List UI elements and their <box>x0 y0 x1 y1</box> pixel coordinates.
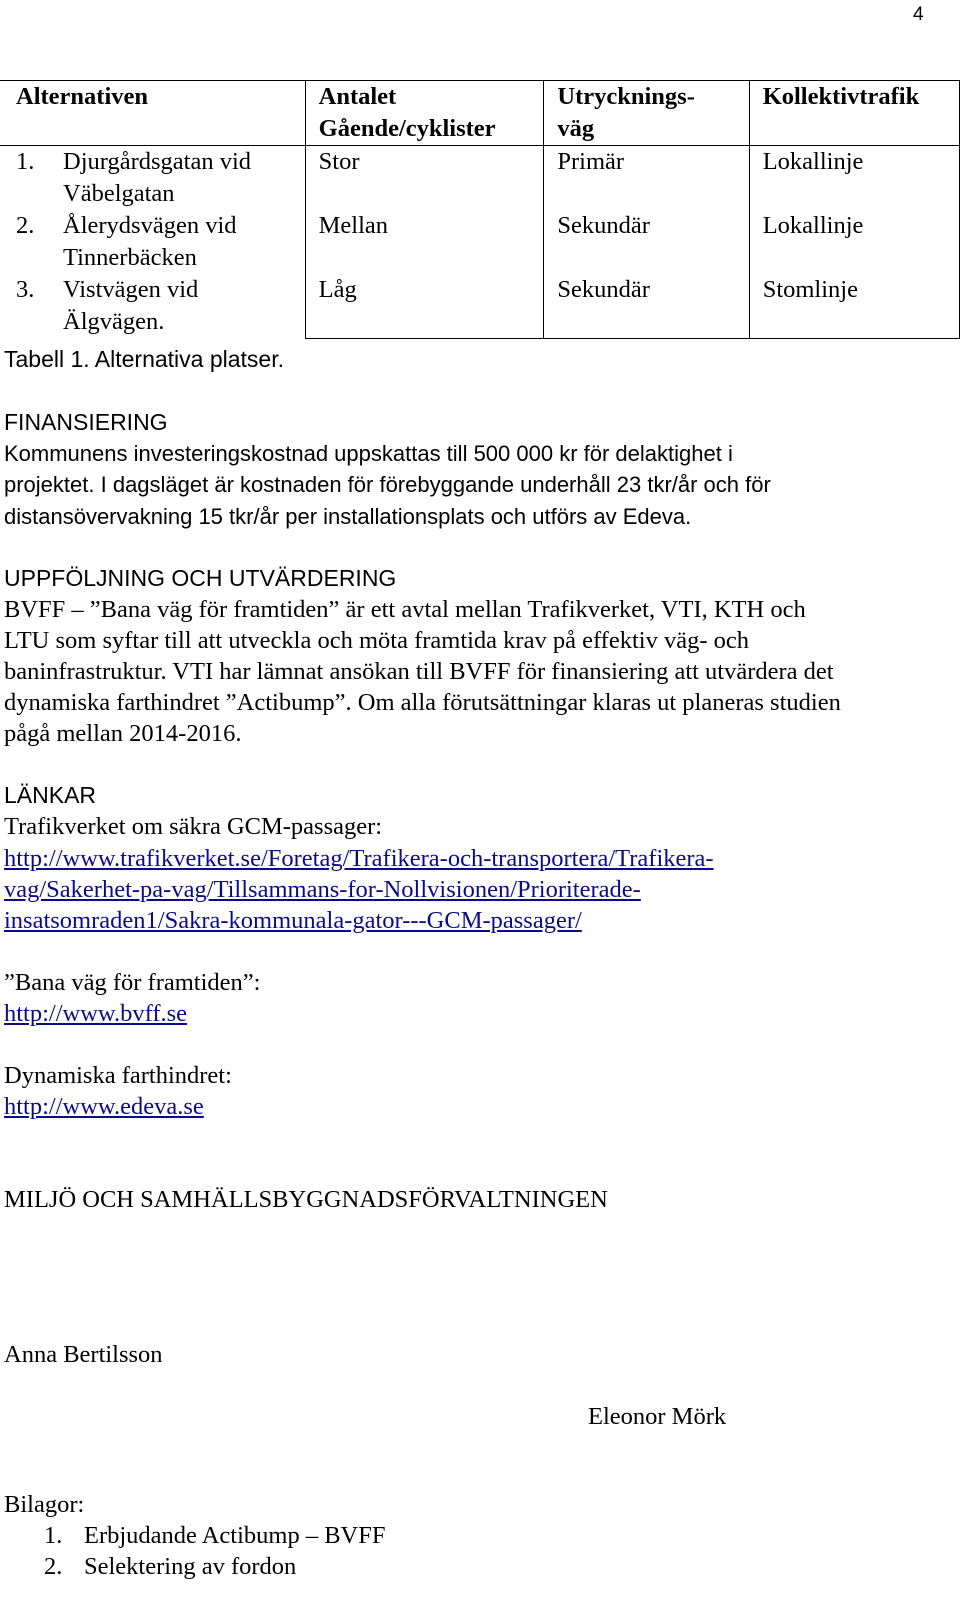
trafikverket-link[interactable]: vag/Sakerhet-pa-vag/Tillsammans-for-Nollvisionen/Prioriterade- <box>4 876 641 903</box>
table-header-kollektiv <box>749 81 959 146</box>
header-text: Utrycknings- <box>557 83 695 110</box>
table-cell-gaende: Mellan <box>305 210 544 274</box>
bvff-link[interactable]: http://www.bvff.se <box>4 1000 188 1027</box>
table-row <box>0 210 960 274</box>
bvff-label: ”Bana väg för framtiden”: <box>4 969 261 996</box>
edeva-link[interactable]: http://www.edeva.se <box>4 1093 204 1120</box>
row-number: 3. <box>16 276 35 303</box>
header-text: Gående/cyklister <box>318 115 496 142</box>
table-cell-alternative <box>0 274 305 338</box>
table-row <box>0 274 960 338</box>
header-text: Antalet <box>318 83 397 110</box>
bilagor-item-number: 1. <box>44 1522 63 1549</box>
uppfoljning-line: LTU som syftar till att utveckla och möta framtida krav på effektiv väg- och <box>4 627 749 654</box>
edeva-label: Dynamiska farthindret: <box>4 1062 232 1089</box>
finansiering-line: projektet. I dagsläget är kostnaden för förebyggande underhåll 23 tkr/år och för <box>4 472 771 497</box>
table-cell-gaende: Låg <box>305 274 544 338</box>
lankar-heading: LÄNKAR <box>4 782 97 808</box>
row-name: Vistvägen vid <box>63 276 199 303</box>
department-name: MILJÖ OCH SAMHÄLLSBYGGNADSFÖRVALTNINGEN <box>4 1186 608 1213</box>
header-text: Kollektivtrafik <box>762 83 920 110</box>
table-header-alternativen <box>0 81 305 146</box>
trafikverket-link[interactable]: http://www.trafikverket.se/Foretag/Trafikera-och-transportera/Trafikera- <box>4 845 714 872</box>
table-cell-utryckning: Primär <box>544 146 749 211</box>
table-cell-kollektiv: Stomlinje <box>749 274 959 338</box>
uppfoljning-line: pågå mellan 2014-2016. <box>4 720 242 747</box>
table-cell-utryckning: Sekundär <box>544 210 749 274</box>
table-cell-gaende: Stor <box>305 146 544 211</box>
row-name-cont: Väbelgatan <box>63 180 175 207</box>
finansiering-heading: FINANSIERING <box>4 409 168 435</box>
row-number: 1. <box>16 148 35 175</box>
table-header-gaende <box>305 81 544 146</box>
bilagor-item-text: Selektering av fordon <box>84 1553 297 1580</box>
row-number: 2. <box>16 212 35 239</box>
bilagor-item-number: 2. <box>44 1553 63 1580</box>
bilagor-item <box>44 1551 296 1583</box>
bilagor-item-text: Erbjudande Actibump – BVFF <box>84 1522 386 1549</box>
table-header-utryckning <box>544 81 749 146</box>
row-name: Ålerydsvägen vid <box>63 212 237 239</box>
table-cell-kollektiv: Lokallinje <box>749 146 959 211</box>
finansiering-line: distansövervakning 15 tkr/år per installationsplats och utförs av Edeva. <box>4 504 692 529</box>
signature-right: Eleonor Mörk <box>588 1403 727 1430</box>
uppfoljning-line: dynamiska farthindret ”Actibump”. Om alla förutsättningar klaras ut planeras studien <box>4 689 841 716</box>
row-name-cont: Älgvägen. <box>63 308 165 335</box>
bilagor-label: Bilagor: <box>4 1491 85 1518</box>
bilagor-item <box>44 1520 385 1552</box>
trafikverket-link[interactable]: insatsomraden1/Sakra-kommunala-gator---GCM-passager/ <box>4 907 582 934</box>
uppfoljning-line: baninfrastruktur. VTI har lämnat ansökan till BVFF för finansiering att utvärdera det <box>4 658 834 685</box>
uppfoljning-line: BVFF – ”Bana väg för framtiden” är ett avtal mellan Trafikverket, VTI, KTH och <box>4 596 806 623</box>
table-row <box>0 146 960 211</box>
page-number: 4 <box>913 4 924 25</box>
signature-left: Anna Bertilsson <box>4 1341 163 1368</box>
uppfoljning-heading: UPPFÖLJNING OCH UTVÄRDERING <box>4 565 397 591</box>
table-cell-alternative <box>0 146 305 211</box>
finansiering-line: Kommunens investeringskostnad uppskattas till 500 000 kr för delaktighet i <box>4 441 733 466</box>
row-name-cont: Tinnerbäcken <box>63 244 197 271</box>
table-cell-kollektiv: Lokallinje <box>749 210 959 274</box>
header-text: väg <box>557 115 595 142</box>
table-header-row <box>0 81 960 146</box>
header-text: Alternativen <box>16 83 148 110</box>
alternatives-table <box>0 80 960 339</box>
table-caption: Tabell 1. Alternativa platser. <box>4 346 284 372</box>
table-cell-alternative <box>0 210 305 274</box>
table-cell-utryckning: Sekundär <box>544 274 749 338</box>
row-name: Djurgårdsgatan vid <box>63 148 252 175</box>
trafikverket-label: Trafikverket om säkra GCM-passager: <box>4 813 383 840</box>
